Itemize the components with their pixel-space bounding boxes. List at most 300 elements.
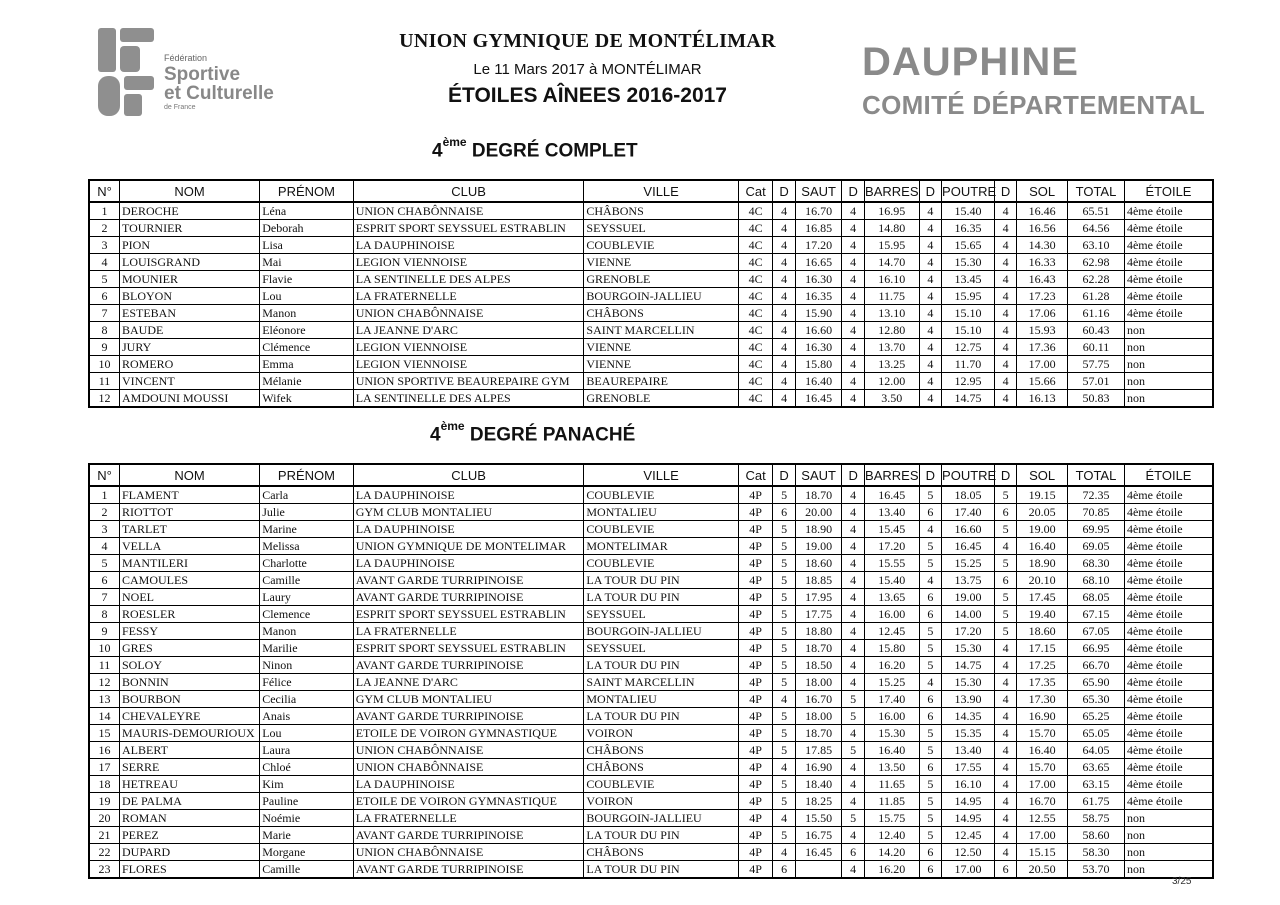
- cell-rank: 5: [89, 555, 119, 572]
- cell-nom: TARLET: [119, 521, 259, 538]
- header-title-block: [360, 30, 815, 108]
- cell-rank: 6: [89, 572, 119, 589]
- cell-barres: 12.45: [864, 623, 919, 640]
- cell-d-sol: 4: [994, 373, 1016, 390]
- cell-etoile: 4ème étoile: [1124, 623, 1213, 640]
- cell-d-barres: 4: [842, 202, 864, 220]
- cell-barres: 15.75: [864, 810, 919, 827]
- column-header-ville: VILLE: [584, 464, 738, 486]
- cell-d-saut: 4: [773, 237, 795, 254]
- cell-nom: BONNIN: [119, 674, 259, 691]
- cell-d-barres: 4: [842, 538, 864, 555]
- cell-prenom: Lisa: [260, 237, 353, 254]
- cell-d-poutre: 4: [919, 674, 941, 691]
- cell-d-barres: 4: [842, 390, 864, 408]
- cell-barres: 12.80: [864, 322, 919, 339]
- cell-prenom: Laura: [260, 742, 353, 759]
- table-row: [89, 322, 1213, 339]
- results-table-complet: [88, 179, 1214, 408]
- cell-cat: 4C: [738, 202, 773, 220]
- cell-club: AVANT GARDE TURRIPINOISE: [353, 589, 584, 606]
- cell-d-barres: 4: [842, 674, 864, 691]
- cell-sol: 15.66: [1017, 373, 1068, 390]
- cell-d-sol: 4: [994, 844, 1016, 861]
- table-row: [89, 759, 1213, 776]
- fsc-logo-mark: [96, 28, 156, 118]
- cell-poutre: 15.40: [942, 202, 995, 220]
- column-header-d-poutre: D: [919, 180, 941, 202]
- cell-cat: 4P: [738, 657, 773, 674]
- cell-d-saut: 4: [773, 288, 795, 305]
- cell-barres: 15.30: [864, 725, 919, 742]
- column-header-nom: NOM: [119, 464, 259, 486]
- cell-total: 61.16: [1068, 305, 1125, 322]
- cell-d-barres: 4: [842, 271, 864, 288]
- cell-cat: 4P: [738, 623, 773, 640]
- cell-etoile: 4ème étoile: [1124, 640, 1213, 657]
- cell-d-saut: 5: [773, 486, 795, 504]
- cell-d-poutre: 5: [919, 776, 941, 793]
- cell-d-barres: 4: [842, 504, 864, 521]
- cell-cat: 4C: [738, 339, 773, 356]
- cell-sol: 18.60: [1017, 623, 1068, 640]
- cell-d-sol: 4: [994, 271, 1016, 288]
- cell-cat: 4C: [738, 237, 773, 254]
- cell-rank: 4: [89, 254, 119, 271]
- cell-d-barres: 4: [842, 793, 864, 810]
- cell-poutre: 15.35: [942, 725, 995, 742]
- cell-cat: 4C: [738, 322, 773, 339]
- cell-club: AVANT GARDE TURRIPINOISE: [353, 861, 584, 879]
- cell-cat: 4C: [738, 220, 773, 237]
- table-row: [89, 725, 1213, 742]
- cell-barres: 15.95: [864, 237, 919, 254]
- cell-sol: 17.00: [1017, 776, 1068, 793]
- cell-cat: 4P: [738, 555, 773, 572]
- cell-prenom: Marine: [260, 521, 353, 538]
- cell-saut: 18.70: [795, 640, 842, 657]
- cell-etoile: 4ème étoile: [1124, 305, 1213, 322]
- cell-nom: SOLOY: [119, 657, 259, 674]
- cell-cat: 4P: [738, 572, 773, 589]
- cell-cat: 4P: [738, 674, 773, 691]
- cell-saut: 16.90: [795, 759, 842, 776]
- cell-sol: 17.00: [1017, 827, 1068, 844]
- cell-club: ESPRIT SPORT SEYSSUEL ESTRABLIN: [353, 606, 584, 623]
- cell-poutre: 13.75: [942, 572, 995, 589]
- cell-saut: 16.65: [795, 254, 842, 271]
- cell-d-sol: 4: [994, 708, 1016, 725]
- cell-ville: GRENOBLE: [584, 271, 738, 288]
- cell-ville: SEYSSUEL: [584, 220, 738, 237]
- cell-etoile: non: [1124, 844, 1213, 861]
- cell-d-barres: 5: [842, 742, 864, 759]
- cell-nom: PION: [119, 237, 259, 254]
- cell-d-barres: 4: [842, 486, 864, 504]
- cell-ville: MONTALIEU: [584, 504, 738, 521]
- page-title: UNION GYMNIQUE DE MONTÉLIMAR: [399, 30, 776, 52]
- cell-poutre: 13.90: [942, 691, 995, 708]
- cell-d-poutre: 5: [919, 742, 941, 759]
- cell-sol: 16.33: [1017, 254, 1068, 271]
- cell-poutre: 16.60: [942, 521, 995, 538]
- cell-barres: 15.80: [864, 640, 919, 657]
- cell-d-sol: 4: [994, 305, 1016, 322]
- cell-total: 60.11: [1068, 339, 1125, 356]
- cell-cat: 4P: [738, 691, 773, 708]
- cell-d-sol: 4: [994, 674, 1016, 691]
- cell-etoile: 4ème étoile: [1124, 220, 1213, 237]
- section-title-sup: ème: [440, 419, 465, 433]
- cell-d-barres: 4: [842, 288, 864, 305]
- cell-club: LA FRATERNELLE: [353, 623, 584, 640]
- cell-saut: 16.30: [795, 339, 842, 356]
- cell-rank: 22: [89, 844, 119, 861]
- table-row: [89, 861, 1213, 879]
- cell-etoile: non: [1124, 810, 1213, 827]
- cell-prenom: Lou: [260, 288, 353, 305]
- cell-ville: BOURGOIN-JALLIEU: [584, 810, 738, 827]
- cell-sol: 15.93: [1017, 322, 1068, 339]
- cell-d-barres: 5: [842, 691, 864, 708]
- cell-etoile: non: [1124, 390, 1213, 408]
- cell-d-sol: 4: [994, 810, 1016, 827]
- cell-total: 58.75: [1068, 810, 1125, 827]
- cell-saut: 15.80: [795, 356, 842, 373]
- cell-d-barres: 4: [842, 373, 864, 390]
- table-row: [89, 691, 1213, 708]
- cell-nom: CHEVALEYRE: [119, 708, 259, 725]
- cell-poutre: 17.55: [942, 759, 995, 776]
- cell-barres: 13.50: [864, 759, 919, 776]
- cell-nom: BLOYON: [119, 288, 259, 305]
- cell-poutre: 12.95: [942, 373, 995, 390]
- cell-rank: 3: [89, 237, 119, 254]
- cell-total: 64.05: [1068, 742, 1125, 759]
- cell-cat: 4P: [738, 742, 773, 759]
- column-header-barres: BARRES: [864, 464, 919, 486]
- cell-sol: 12.55: [1017, 810, 1068, 827]
- cell-saut: 19.00: [795, 538, 842, 555]
- cell-d-sol: 4: [994, 793, 1016, 810]
- cell-prenom: Deborah: [260, 220, 353, 237]
- table-row: [89, 776, 1213, 793]
- cell-total: 58.30: [1068, 844, 1125, 861]
- cell-d-barres: 4: [842, 339, 864, 356]
- cell-poutre: 14.75: [942, 657, 995, 674]
- cell-sol: 16.70: [1017, 793, 1068, 810]
- cell-nom: ALBERT: [119, 742, 259, 759]
- cell-nom: ESTEBAN: [119, 305, 259, 322]
- cell-sol: 19.15: [1017, 486, 1068, 504]
- cell-prenom: Flavie: [260, 271, 353, 288]
- cell-rank: 20: [89, 810, 119, 827]
- cell-nom: CAMOULES: [119, 572, 259, 589]
- cell-d-sol: 5: [994, 606, 1016, 623]
- logo-line-2: Sportive: [164, 64, 241, 85]
- cell-barres: 11.85: [864, 793, 919, 810]
- cell-etoile: 4ème étoile: [1124, 486, 1213, 504]
- cell-total: 58.60: [1068, 827, 1125, 844]
- cell-barres: 13.65: [864, 589, 919, 606]
- cell-barres: 14.80: [864, 220, 919, 237]
- cell-d-barres: 4: [842, 521, 864, 538]
- table-row: [89, 390, 1213, 408]
- cell-sol: 17.23: [1017, 288, 1068, 305]
- cell-cat: 4P: [738, 844, 773, 861]
- cell-d-poutre: 6: [919, 589, 941, 606]
- cell-prenom: Noémie: [260, 810, 353, 827]
- cell-d-saut: 4: [773, 810, 795, 827]
- column-header-etoile: ÉTOILE: [1124, 464, 1213, 486]
- cell-poutre: 17.40: [942, 504, 995, 521]
- table-row: [89, 339, 1213, 356]
- cell-total: 67.15: [1068, 606, 1125, 623]
- cell-nom: PEREZ: [119, 827, 259, 844]
- cell-ville: VOIRON: [584, 793, 738, 810]
- cell-club: LA JEANNE D'ARC: [353, 322, 584, 339]
- cell-sol: 16.40: [1017, 742, 1068, 759]
- cell-etoile: 4ème étoile: [1124, 674, 1213, 691]
- cell-rank: 16: [89, 742, 119, 759]
- cell-poutre: 15.65: [942, 237, 995, 254]
- cell-d-sol: 4: [994, 202, 1016, 220]
- cell-prenom: Melissa: [260, 538, 353, 555]
- cell-d-sol: 5: [994, 555, 1016, 572]
- cell-total: 72.35: [1068, 486, 1125, 504]
- cell-barres: 11.75: [864, 288, 919, 305]
- cell-barres: 12.00: [864, 373, 919, 390]
- cell-prenom: Camille: [260, 572, 353, 589]
- cell-barres: 14.70: [864, 254, 919, 271]
- cell-etoile: 4ème étoile: [1124, 504, 1213, 521]
- cell-total: 63.10: [1068, 237, 1125, 254]
- cell-club: UNION CHABÔNNAISE: [353, 305, 584, 322]
- cell-nom: MAURIS-DEMOURIOUX: [119, 725, 259, 742]
- cell-d-poutre: 5: [919, 657, 941, 674]
- cell-barres: 3.50: [864, 390, 919, 408]
- cell-ville: BOURGOIN-JALLIEU: [584, 288, 738, 305]
- column-header-sol: SOL: [1017, 180, 1068, 202]
- section-title-text: DEGRÉ PANACHÉ: [464, 424, 636, 446]
- cell-total: 63.65: [1068, 759, 1125, 776]
- cell-d-sol: 4: [994, 390, 1016, 408]
- table-row: [89, 623, 1213, 640]
- cell-poutre: 17.20: [942, 623, 995, 640]
- cell-barres: 12.40: [864, 827, 919, 844]
- cell-cat: 4C: [738, 271, 773, 288]
- cell-barres: 16.00: [864, 606, 919, 623]
- cell-barres: 15.40: [864, 572, 919, 589]
- cell-cat: 4C: [738, 356, 773, 373]
- section-title-text: DEGRÉ COMPLET: [466, 140, 638, 162]
- cell-d-poutre: 5: [919, 538, 941, 555]
- cell-d-saut: 5: [773, 827, 795, 844]
- dauphine-line-2: COMITÉ DÉPARTEMENTAL: [862, 90, 1206, 120]
- cell-club: UNION CHABÔNNAISE: [353, 759, 584, 776]
- cell-prenom: Cecilia: [260, 691, 353, 708]
- cell-club: LEGION VIENNOISE: [353, 254, 584, 271]
- cell-poutre: 13.45: [942, 271, 995, 288]
- cell-prenom: Mai: [260, 254, 353, 271]
- cell-total: 61.75: [1068, 793, 1125, 810]
- cell-nom: NOEL: [119, 589, 259, 606]
- cell-total: 65.30: [1068, 691, 1125, 708]
- cell-d-sol: 4: [994, 288, 1016, 305]
- cell-ville: CHÂBONS: [584, 305, 738, 322]
- column-header-d-sol: D: [994, 180, 1016, 202]
- cell-club: AVANT GARDE TURRIPINOISE: [353, 572, 584, 589]
- cell-cat: 4P: [738, 725, 773, 742]
- cell-club: LA DAUPHINOISE: [353, 776, 584, 793]
- cell-d-barres: 4: [842, 305, 864, 322]
- cell-d-saut: 4: [773, 339, 795, 356]
- cell-sol: 18.90: [1017, 555, 1068, 572]
- cell-d-barres: 4: [842, 220, 864, 237]
- cell-d-poutre: 4: [919, 305, 941, 322]
- cell-prenom: Laury: [260, 589, 353, 606]
- cell-nom: FESSY: [119, 623, 259, 640]
- table-row: [89, 674, 1213, 691]
- cell-saut: 18.00: [795, 708, 842, 725]
- column-header-sol: SOL: [1017, 464, 1068, 486]
- cell-d-poutre: 4: [919, 373, 941, 390]
- cell-poutre: 15.10: [942, 322, 995, 339]
- cell-sol: 16.40: [1017, 538, 1068, 555]
- cell-club: UNION SPORTIVE BEAUREPAIRE GYM: [353, 373, 584, 390]
- cell-sol: 17.15: [1017, 640, 1068, 657]
- column-header-d-barres: D: [842, 464, 864, 486]
- cell-d-saut: 4: [773, 390, 795, 408]
- cell-rank: 21: [89, 827, 119, 844]
- cell-prenom: Emma: [260, 356, 353, 373]
- cell-prenom: Clemence: [260, 606, 353, 623]
- cell-barres: 13.10: [864, 305, 919, 322]
- cell-club: LA DAUPHINOISE: [353, 486, 584, 504]
- cell-nom: DUPARD: [119, 844, 259, 861]
- cell-total: 65.05: [1068, 725, 1125, 742]
- cell-etoile: 4ème étoile: [1124, 572, 1213, 589]
- cell-poutre: 15.25: [942, 555, 995, 572]
- cell-d-saut: 4: [773, 844, 795, 861]
- cell-d-saut: 4: [773, 202, 795, 220]
- cell-d-poutre: 4: [919, 288, 941, 305]
- cell-ville: BOURGOIN-JALLIEU: [584, 623, 738, 640]
- cell-d-barres: 4: [842, 640, 864, 657]
- cell-d-saut: 6: [773, 504, 795, 521]
- cell-poutre: 12.45: [942, 827, 995, 844]
- cell-etoile: 4ème étoile: [1124, 288, 1213, 305]
- cell-total: 57.75: [1068, 356, 1125, 373]
- cell-barres: 15.25: [864, 674, 919, 691]
- cell-saut: 18.70: [795, 486, 842, 504]
- cell-sol: 15.15: [1017, 844, 1068, 861]
- cell-rank: 6: [89, 288, 119, 305]
- cell-saut: 16.40: [795, 373, 842, 390]
- cell-d-poutre: 4: [919, 339, 941, 356]
- cell-nom: ROESLER: [119, 606, 259, 623]
- cell-barres: 16.95: [864, 202, 919, 220]
- cell-total: 69.95: [1068, 521, 1125, 538]
- cell-prenom: Léna: [260, 202, 353, 220]
- cell-ville: VIENNE: [584, 356, 738, 373]
- table-header-row: [89, 180, 1213, 202]
- cell-sol: 16.56: [1017, 220, 1068, 237]
- cell-total: 67.05: [1068, 623, 1125, 640]
- cell-ville: VIENNE: [584, 339, 738, 356]
- cell-nom: DE PALMA: [119, 793, 259, 810]
- cell-d-saut: 4: [773, 322, 795, 339]
- cell-poutre: 12.50: [942, 844, 995, 861]
- table-row: [89, 589, 1213, 606]
- cell-rank: 5: [89, 271, 119, 288]
- cell-d-poutre: 4: [919, 356, 941, 373]
- cell-poutre: 14.75: [942, 390, 995, 408]
- cell-d-saut: 5: [773, 793, 795, 810]
- cell-d-poutre: 5: [919, 810, 941, 827]
- cell-saut: 20.00: [795, 504, 842, 521]
- cell-d-saut: 5: [773, 521, 795, 538]
- cell-d-barres: 4: [842, 725, 864, 742]
- cell-club: LA JEANNE D'ARC: [353, 674, 584, 691]
- cell-ville: COUBLEVIE: [584, 555, 738, 572]
- cell-d-sol: 4: [994, 220, 1016, 237]
- cell-etoile: 4ème étoile: [1124, 606, 1213, 623]
- cell-d-poutre: 6: [919, 844, 941, 861]
- cell-d-sol: 4: [994, 356, 1016, 373]
- cell-total: 64.56: [1068, 220, 1125, 237]
- column-header-d-sol: D: [994, 464, 1016, 486]
- cell-barres: 16.40: [864, 742, 919, 759]
- cell-ville: GRENOBLE: [584, 390, 738, 408]
- cell-d-poutre: 4: [919, 390, 941, 408]
- table-row: [89, 572, 1213, 589]
- cell-prenom: Eléonore: [260, 322, 353, 339]
- cell-poutre: 14.95: [942, 793, 995, 810]
- cell-club: LA DAUPHINOISE: [353, 521, 584, 538]
- cell-saut: 15.50: [795, 810, 842, 827]
- cell-saut: 16.60: [795, 322, 842, 339]
- page-number: 3/25: [1172, 876, 1192, 887]
- table-row: [89, 305, 1213, 322]
- cell-prenom: Julie: [260, 504, 353, 521]
- cell-poutre: 12.75: [942, 339, 995, 356]
- cell-d-sol: 4: [994, 640, 1016, 657]
- cell-sol: 20.10: [1017, 572, 1068, 589]
- results-table-panache: [88, 463, 1214, 879]
- cell-d-saut: 4: [773, 759, 795, 776]
- cell-ville: VOIRON: [584, 725, 738, 742]
- cell-d-barres: 4: [842, 572, 864, 589]
- cell-poutre: 14.00: [942, 606, 995, 623]
- event-title: ÉTOILES AÎNEES 2016-2017: [448, 84, 727, 107]
- cell-cat: 4P: [738, 708, 773, 725]
- cell-rank: 7: [89, 589, 119, 606]
- cell-ville: LA TOUR DU PIN: [584, 861, 738, 879]
- cell-rank: 13: [89, 691, 119, 708]
- cell-club: LEGION VIENNOISE: [353, 339, 584, 356]
- cell-sol: 17.35: [1017, 674, 1068, 691]
- cell-poutre: 18.05: [942, 486, 995, 504]
- cell-etoile: 4ème étoile: [1124, 521, 1213, 538]
- cell-d-sol: 6: [994, 572, 1016, 589]
- cell-saut: [795, 861, 842, 879]
- cell-nom: FLAMENT: [119, 486, 259, 504]
- cell-sol: 16.43: [1017, 271, 1068, 288]
- cell-sol: 16.13: [1017, 390, 1068, 408]
- cell-prenom: Anais: [260, 708, 353, 725]
- cell-nom: AMDOUNI MOUSSI: [119, 390, 259, 408]
